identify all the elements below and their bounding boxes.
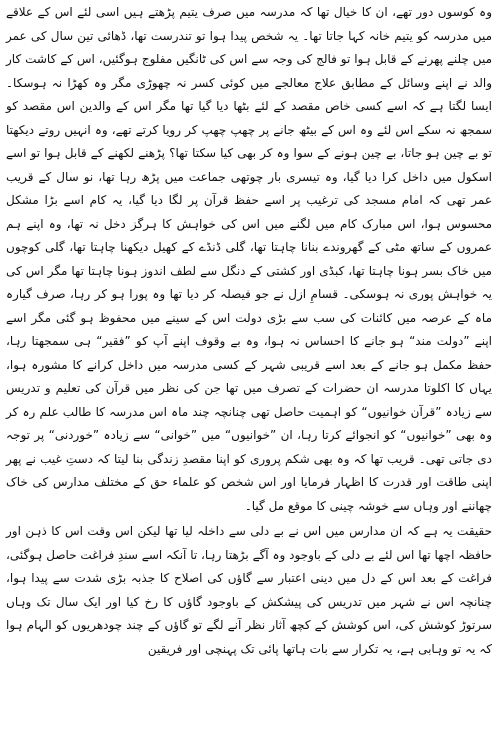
paragraph-1: وہ کوسوں دور تھے، ان کا خیال تھا کہ مدرسہ میں صرف یتیم پڑھتے ہیں اسی لئے اس کے علاقے میں مدرسہ کو یتیم خانہ کہا جاتا تھا۔ یہ شخص پیدا ہوا تو تندرست تھا، ڈھائی تین سال کی عمر میں چلنے پھرنے کے قابل ہوا تو فالج کی وجہ سے اس کی ٹانگیں مفلوج ہوگئیں، اس کے کاشت کار والد نے اپنے وسائل کے مطابق علاج معالجے میں کوئی کسر نہ چھوڑی مگر وہ کھڑا نہ ہوسکا۔ ایسا لگتا ہے کہ اسے کسی خاص مقصد کے لئے بٹھا دیا گیا تھا مگر اس کے والدین اس مقصد کو سمجھ نہ سکے اس لئے وہ اس کے بیٹھ جانے پر چھپ چھپ کر رویا کرتے تھے، وہ انہیں روتے دیکھتا تو بے چین ہو جاتا، بے چین ہونے کے سوا وہ کر بھی کیا سکتا تھا؟ پڑھنے لکھنے کے قابل ہوا تو اسے اسکول میں داخل کرا دیا گیا، وہ تیسری بار چوتھی جماعت میں پڑھ رہا تھا، نو سال کے قریب عمر تھی کہ امام مسجد کی ترغیب پر اسے حفظ قرآن پر لگا دیا گیا، یہ کام اسے بڑا مشکل محسوس ہوا، اس مبارک کام میں لگنے میں اس کی خواہش کا ہرگز دخل نہ تھا، وہ اپنے ہم عمروں کے ساتھ مٹی کے گھروندے بنانا چاہتا تھا، گلی ڈنڈے کے کھیل دیکھنا چاہتا تھا، گلی کوچوں میں خاک بسر ہونا چاہتا تھا، کبڈی اور کشتی کے دنگل سے لطف اندوز ہونا چاہتا تھا مگر اس کی یہ خواہش پوری نہ ہوسکی۔ قسامِ ازل نے جو فیصلہ کر دیا تھا وہ پورا ہو کر رہا، صرف گیارہ ماہ کے عرصہ میں کائنات کی سب سے بڑی دولت اس کے سینے میں محفوظ ہو گئی مگر اسے اپنے ”دولت مند“ ہو جانے کا احساس نہ ہوا، وہ بے وقوف اپنے آپ کو ”فقیر“ ہی سمجھتا رہا، حفظ مکمل ہو جانے کے بعد اسے قریبی شہر کے کسی مدرسہ میں داخل کرانے کا مشورہ ہوا، یہاں کا اکلوتا مدرسہ ان حضرات کے تصرف میں تھا جن کی نظر میں قرآن کی تعلیم و تدریس سے زیادہ ”قرآن خوانیوں“ کو اہمیت حاصل تھی چنانچہ چند ماہ اس مدرسہ کا طالب علم رہ کر وہ بھی ”خوانیوں“ کو انجوائے کرتا رہا، ان ”خوانیوں“ میں ”خوانی“ سے زیادہ ”خوردنی“ پر توجہ دی جاتی تھی۔ قریب تھا کہ وہ بھی شکم پروری کو اپنا مقصدِ زندگی بنا لیتا کہ دستِ غیب نے پھر اپنی طاقت اور قدرت کا اظہار فرمایا اور اس شخص کو علماء حق کے مختلف مدارس کی خاک چھاننے اور وہاں سے خوشہ چینی کا موقع مل گیا۔ xyxy=(6,5,492,513)
paragraph-2: حقیقت یہ ہے کہ ان مدارس میں اس نے بے دلی سے داخلہ لیا تھا لیکن اس وقت اس کا ذہن اور حافظہ اچھا تھا اس لئے بے دلی کے باوجود وہ آگے بڑھتا رہا، تا آنکہ اسے سندِ فراغت حاصل ہوگئی، فراغت کے بعد اس کے دل میں دینی اعتبار سے گاؤں کی اصلاح کا جذبہ بڑی شدت سے پیدا ہوا، چنانچہ اس نے شہر میں تدریس کی پیشکش کے باوجود گاؤں کا رخ کیا اور ایک سال تک وہاں سرتوڑ کوشش کی، اس کوشش کے کچھ آثار نظر آنے لگے تو گاؤں کے چند چودھریوں کو الہام ہوا کہ یہ تو وہابی ہے، یہ تکرار سے بات ہاتھا پائی تک پہنچی اور فریقین xyxy=(6,524,492,656)
